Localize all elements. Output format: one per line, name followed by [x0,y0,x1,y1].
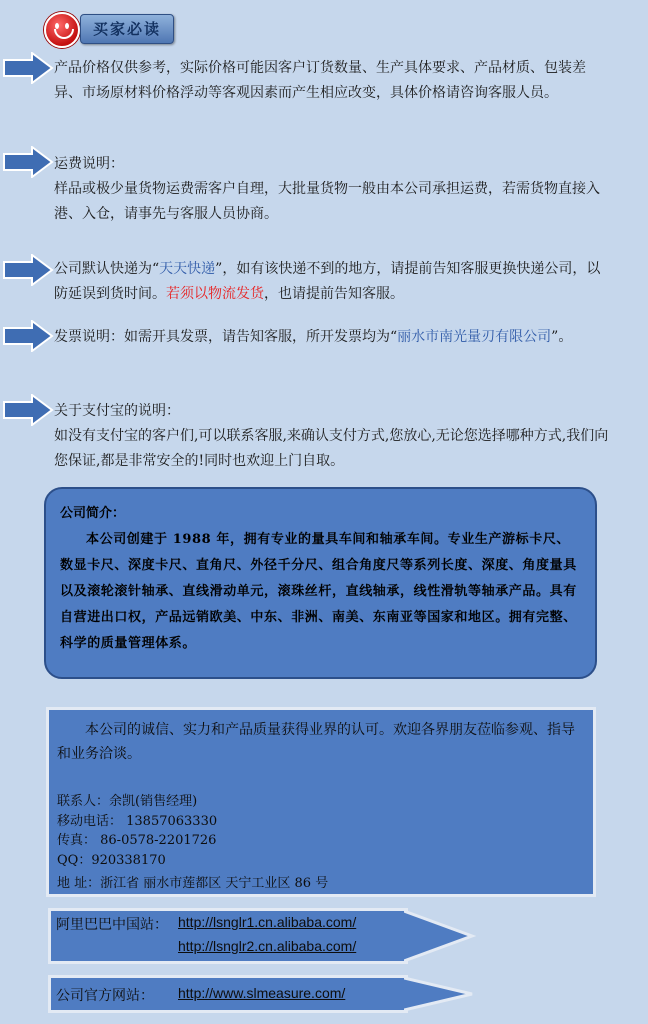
contact-fax: 传真： 86-0578-2201726 [57,833,217,848]
express-company-name: 天天快递 [159,261,216,277]
invoice-note-part1: 发票说明：如需开具发票，请告知客服，所开发票均为“ [54,329,398,345]
express-note [54,257,610,307]
express-note-part1: 公司默认快递为“ [54,261,160,277]
contact-box [46,707,596,897]
invoice-note [54,325,610,350]
alipay-note [54,399,610,474]
arrow-right-icon [2,394,54,426]
official-site-label: 公司官方网站： [56,987,154,1003]
alipay-note-text: 如没有支付宝的客户们,可以联系客服,来确认支付方式,您放心,无论您选择哪种方式,我们向您保证,都是非常安全的!同时也欢迎上门自取。 [54,428,609,469]
arrow-right-icon [2,146,54,178]
alibaba-bar-arrowhead [404,908,476,964]
logistics-warning: 若须以物流发货 [166,286,264,302]
price-note [54,56,610,106]
official-bar-arrowhead [404,975,476,1013]
contact-address: 地 址：浙江省 丽水市莲都区 天宁工业区 86 号 [57,876,329,891]
smiley-icon [44,12,80,48]
alipay-note-title: 关于支付宝的说明： [54,403,180,419]
invoice-note-part2: ”。 [551,329,573,345]
arrow-right-icon [2,320,54,352]
arrow-right-icon [2,52,54,84]
shipping-note-text: 样品或极少量货物运费需客户自理，大批量货物一般由本公司承担运费，若需货物直接入港、入仓，请事先与客服人员协商。 [54,181,600,222]
company-intro-title: 公司简介： [60,506,126,521]
official-site-link[interactable]: http://www.slmeasure.com/ [178,985,346,1001]
company-intro-text: 本公司创建于 1988 年，拥有专业的量具车间和轴承车间。专业生产游标卡尺、数显卡尺、深度卡尺、直角尺、外径千分尺、组合角度尺等系列长度、深度、角度量具以及滚轮滚针轴承、直线滑动单元，滚珠丝杆，直线轴承，线性滑轨等轴承产品。具有自营进出口权，产品远销欧美、中东、非洲、南美、东南亚等国家和地区。拥有完整、科学的质量管理体系。 [60,532,577,651]
alibaba-label: 阿里巴巴中国站： [56,916,168,932]
invoice-company-name: 丽水市南光量刃有限公司 [397,329,552,345]
shipping-note [54,152,610,227]
contact-qq: QQ：920338170 [57,852,166,868]
contact-mobile: 移动电话： 13857063330 [57,813,218,829]
company-intro-box [44,487,597,679]
arrow-right-icon [2,254,54,286]
contact-lead: 本公司的诚信、实力和产品质量获得业界的认可。欢迎各界朋友莅临参观、指导和业务洽谈。 [57,722,575,762]
contact-person: 联系人：余凯(销售经理) [57,794,198,809]
express-note-part2: ”，如有该快递不到的地方，请提前告知客服更换快递公司，以防延误到货时间。 [54,261,601,302]
alibaba-link-1[interactable]: http://lsnglr1.cn.alibaba.com/ [178,914,357,930]
price-note-text: 产品价格仅供参考，实际价格可能因客户订货数量、生产具体要求、产品材质、包装差异、市场原材料价格浮动等客观因素而产生相应改变，具体价格请咨询客服人员。 [54,60,586,101]
alibaba-link-2[interactable]: http://lsnglr2.cn.alibaba.com/ [178,938,357,954]
buyer-notice-badge: 买家必读 [80,14,174,44]
shipping-note-title: 运费说明： [54,156,124,172]
express-note-part3: ，也请提前告知客服。 [264,286,404,302]
